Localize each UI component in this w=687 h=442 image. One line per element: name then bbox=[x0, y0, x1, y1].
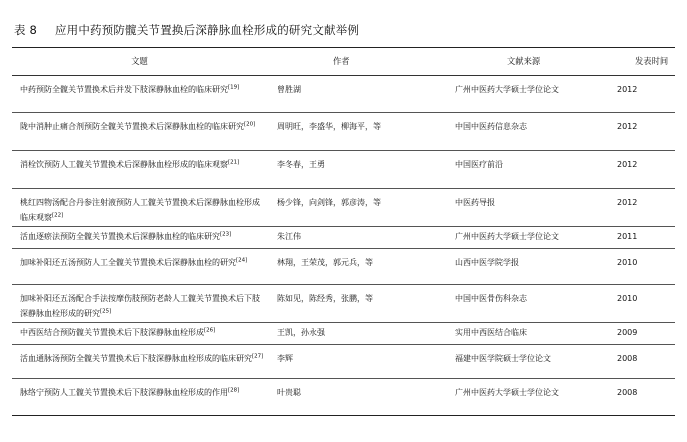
row-year: 2008 bbox=[617, 354, 638, 363]
table-row bbox=[12, 285, 675, 323]
row-title bbox=[12, 76, 271, 112]
row-title-text: 加味补阳还五汤预防人工全髋关节置换术后深静脉血栓的研究 bbox=[20, 258, 236, 267]
row-ref: [22] bbox=[52, 211, 64, 218]
header-author: 作者 bbox=[333, 56, 350, 67]
row-author: 曾胜湖 bbox=[277, 85, 301, 94]
row-source: 山西中医学院学报 bbox=[455, 258, 519, 267]
table-title: 应用中药预防髋关节置换后深静脉血栓形成的研究文献举例 bbox=[54, 23, 360, 37]
row-title-text: 中西医结合预防髋关节置换术后下肢深静脉血栓形成 bbox=[20, 328, 204, 337]
row-source: 中医药导报 bbox=[455, 198, 495, 207]
row-title-text: 脉络宁预防人工髋关节置换术后下肢深静脉血栓形成的作用 bbox=[20, 388, 228, 397]
row-title-text: 加味补阳还五汤配合手法按摩伤肢预防老龄人工髋关节置换术后下肢深静脉血栓形成的研究 bbox=[20, 294, 260, 318]
row-year: 2012 bbox=[617, 122, 638, 131]
row-ref: [28] bbox=[228, 387, 240, 394]
table-number: 表 8 bbox=[14, 23, 38, 37]
row-source: 广州中医药大学硕士学位论文 bbox=[455, 232, 559, 241]
row-title bbox=[12, 285, 271, 322]
row-title bbox=[12, 249, 271, 284]
row-ref: [19] bbox=[228, 84, 240, 91]
row-author: 李辉 bbox=[277, 354, 293, 363]
row-author: 王凯，孙永强 bbox=[277, 328, 325, 337]
row-year: 2009 bbox=[617, 328, 638, 337]
row-source: 中国医疗前沿 bbox=[455, 160, 503, 169]
row-title-text: 消栓饮预防人工髋关节置换术后深静脉血栓形成的临床观察 bbox=[20, 160, 228, 169]
row-ref: [27] bbox=[252, 353, 264, 360]
row-title bbox=[12, 379, 271, 415]
row-author: 陈如见，陈经秀，张鹏，等 bbox=[277, 294, 373, 303]
row-source: 中国中医药信息杂志 bbox=[455, 122, 527, 131]
table-header-row bbox=[12, 48, 675, 76]
row-year: 2012 bbox=[617, 198, 638, 207]
row-title-text: 中药预防全髋关节置换术后并发下肢深静脉血栓的临床研究 bbox=[20, 85, 228, 94]
table-row bbox=[12, 76, 675, 113]
row-title bbox=[12, 345, 271, 378]
table-row bbox=[12, 113, 675, 151]
row-source: 广州中医药大学硕士学位论文 bbox=[455, 388, 559, 397]
row-author: 周明旺，李盛华，柳海平，等 bbox=[277, 122, 381, 131]
table-row bbox=[12, 189, 675, 227]
row-author: 朱江伟 bbox=[277, 232, 301, 241]
row-source: 实用中西医结合临床 bbox=[455, 328, 527, 337]
row-year: 2011 bbox=[617, 232, 638, 241]
row-title bbox=[12, 113, 271, 150]
row-ref: [20] bbox=[244, 121, 256, 128]
row-ref: [23] bbox=[220, 231, 232, 238]
literature-table bbox=[12, 47, 675, 416]
table-row bbox=[12, 227, 675, 249]
row-year: 2008 bbox=[617, 388, 638, 397]
table-row bbox=[12, 345, 675, 379]
row-source: 福建中医学院硕士学位论文 bbox=[455, 354, 551, 363]
row-source: 广州中医药大学硕士学位论文 bbox=[455, 85, 559, 94]
row-ref: [24] bbox=[236, 257, 248, 264]
header-title: 文题 bbox=[131, 56, 148, 67]
table-row bbox=[12, 323, 675, 345]
row-ref: [21] bbox=[228, 159, 240, 166]
row-title-text: 活血通脉汤预防全髋关节置换术后下肢深静脉血栓形成的临床研究 bbox=[20, 354, 252, 363]
row-title bbox=[12, 323, 271, 344]
table-caption bbox=[14, 22, 359, 38]
row-title-text: 陇中消肿止痛合剂预防全髋关节置换术后深静脉血栓的临床研究 bbox=[20, 122, 244, 131]
row-author: 叶贵聪 bbox=[277, 388, 301, 397]
row-title-text: 活血逐瘀法预防全髋关节置换术后深静脉血栓的临床研究 bbox=[20, 232, 220, 241]
row-ref: [25] bbox=[100, 307, 112, 314]
row-year: 2010 bbox=[617, 294, 638, 303]
row-year: 2012 bbox=[617, 160, 638, 169]
row-title-text: 桃红四物汤配合丹参注射液预防人工髋关节置换术后深静脉血栓形成临床观察 bbox=[20, 198, 260, 222]
row-author: 林翔，王荣茂，郭元兵，等 bbox=[277, 258, 373, 267]
row-author: 杨少锋，向剑锋，郭彦涛，等 bbox=[277, 198, 381, 207]
row-source: 中国中医骨伤科杂志 bbox=[455, 294, 527, 303]
row-title bbox=[12, 189, 271, 226]
row-title bbox=[12, 227, 271, 248]
table-row bbox=[12, 151, 675, 189]
row-ref: [26] bbox=[204, 327, 216, 334]
header-source: 文献来源 bbox=[507, 56, 541, 67]
row-year: 2010 bbox=[617, 258, 638, 267]
row-year: 2012 bbox=[617, 85, 638, 94]
table-row bbox=[12, 249, 675, 285]
row-author: 李冬春，王勇 bbox=[277, 160, 325, 169]
row-title bbox=[12, 151, 271, 188]
header-year: 发表时间 bbox=[635, 56, 669, 67]
table-row bbox=[12, 379, 675, 415]
